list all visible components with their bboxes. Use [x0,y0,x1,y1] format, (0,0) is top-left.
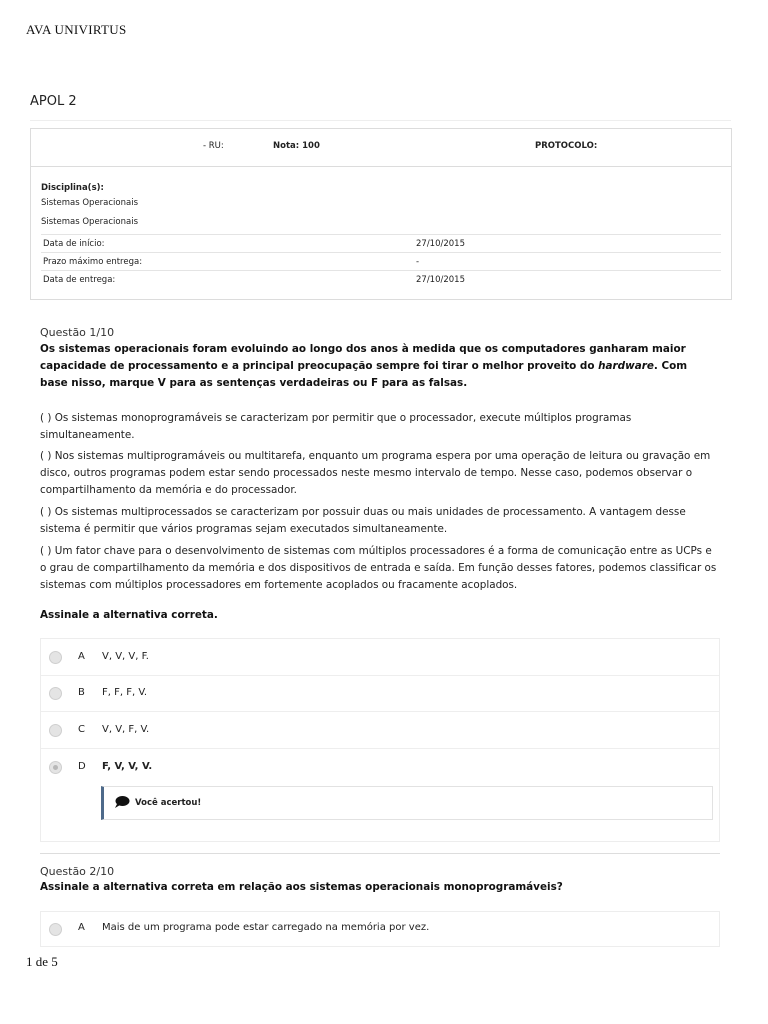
question-1-options [40,638,720,842]
question-1-text-part: . Com base nisso, marque V para as sentenças verdadeiras ou F para as falsas. [40,360,688,389]
option-text: Mais de um programa pode estar carregado na memória por vez. [102,922,430,933]
question-1-text-italic: hardware [598,360,654,372]
print-footer: 1 de 5 [26,954,58,969]
radio-button[interactable] [49,687,62,700]
print-header: AVA UNIVIRTUS [26,22,127,37]
option-letter: A [78,922,85,933]
option-text: V, V, F, V. [102,724,150,735]
statement-2: ( ) Nos sistemas multiprogramáveis ou multitarefa, enquanto um programa espera por uma operação de leitura ou gravação em disco, outros programas podem estar sendo processados neste mesmo intervalo de tempo. Nesse caso, podemos observar o compartilhamento da memória e do processador. [40,450,711,496]
option-letter: D [78,761,86,772]
option-a[interactable] [41,639,719,676]
protocol-label: PROTOCOLO: [535,141,598,151]
discipline-label: Disciplina(s): [41,183,104,193]
option-d[interactable] [41,749,719,786]
title-divider [30,120,731,121]
option-text: V, V, V, F. [102,651,149,662]
option-b[interactable] [41,675,719,712]
option-letter: A [78,651,85,662]
start-date-label: Data de início: [41,235,416,253]
question-2-text: Assinale a alternativa correta em relação aos sistemas operacionais monoprogramáveis? [40,881,563,893]
option-c[interactable] [41,712,719,749]
feedback-box [101,786,713,820]
option-letter: B [78,687,85,698]
feedback-text: Você acertou! [135,798,202,808]
delivery-date-value: 27/10/2015 [416,271,721,289]
deadline-value: - [416,253,721,271]
radio-button[interactable] [49,923,62,936]
discipline-item: Sistemas Operacionais [41,198,139,208]
dates-table [41,234,721,289]
table-row [41,253,721,271]
radio-button-selected[interactable] [49,761,62,774]
statement-4: ( ) Um fator chave para o desenvolvimento de sistemas com múltiplos processadores é a forma de comunicação entre as UCPs e o grau de compartilhamento da memória e dos dispositivos de entrada e saída. Em função desses fatores, podemos classificar os sistemas com múltiplos processadores em fortemente acoplados ou fracamente acoplados. [40,545,717,591]
exam-info-body [31,167,731,289]
question-1-label: Questão 1/10 [40,326,115,339]
ru-label: - RU: [203,141,224,151]
deadline-label: Prazo máximo entrega: [41,253,416,271]
question-1-text [40,341,716,392]
statement-3: ( ) Os sistemas multiprocessados se caracterizam por possuir duas ou mais unidades de processamento. A vantagem desse sistema é permitir que vários programas sejam executados simultaneamente. [40,506,686,535]
start-date-value: 27/10/2015 [416,235,721,253]
statement-1: ( ) Os sistemas monoprogramáveis se caracterizam por permitir que o processador, execute múltiplos programas simultaneamente. [40,412,632,441]
radio-button[interactable] [49,724,62,737]
grade-label: Nota: 100 [273,141,320,151]
option-text: F, V, V, V. [102,761,153,772]
question-1-text-part: Os sistemas operacionais foram evoluindo ao longo dos anos à medida que os computadores ganharam maior capacidade de processamento e a principal preocupação sempre foi tirar o melhor proveito do [40,343,686,372]
discipline-item: Sistemas Operacionais [41,217,139,227]
option-letter: C [78,724,85,735]
delivery-date-label: Data de entrega: [41,271,416,289]
question-1-instruction: Assinale a alternativa correta. [40,609,218,621]
chat-bubble-icon [114,795,130,809]
table-row [41,235,721,253]
option-text: F, F, F, V. [102,687,148,698]
exam-info-panel [30,128,732,300]
exam-info-header [31,129,731,167]
page-title: APOL 2 [30,94,77,109]
radio-button[interactable] [49,651,62,664]
option-a[interactable] [40,911,720,947]
question-divider [40,853,720,854]
table-row [41,271,721,289]
question-2-label: Questão 2/10 [40,865,115,878]
